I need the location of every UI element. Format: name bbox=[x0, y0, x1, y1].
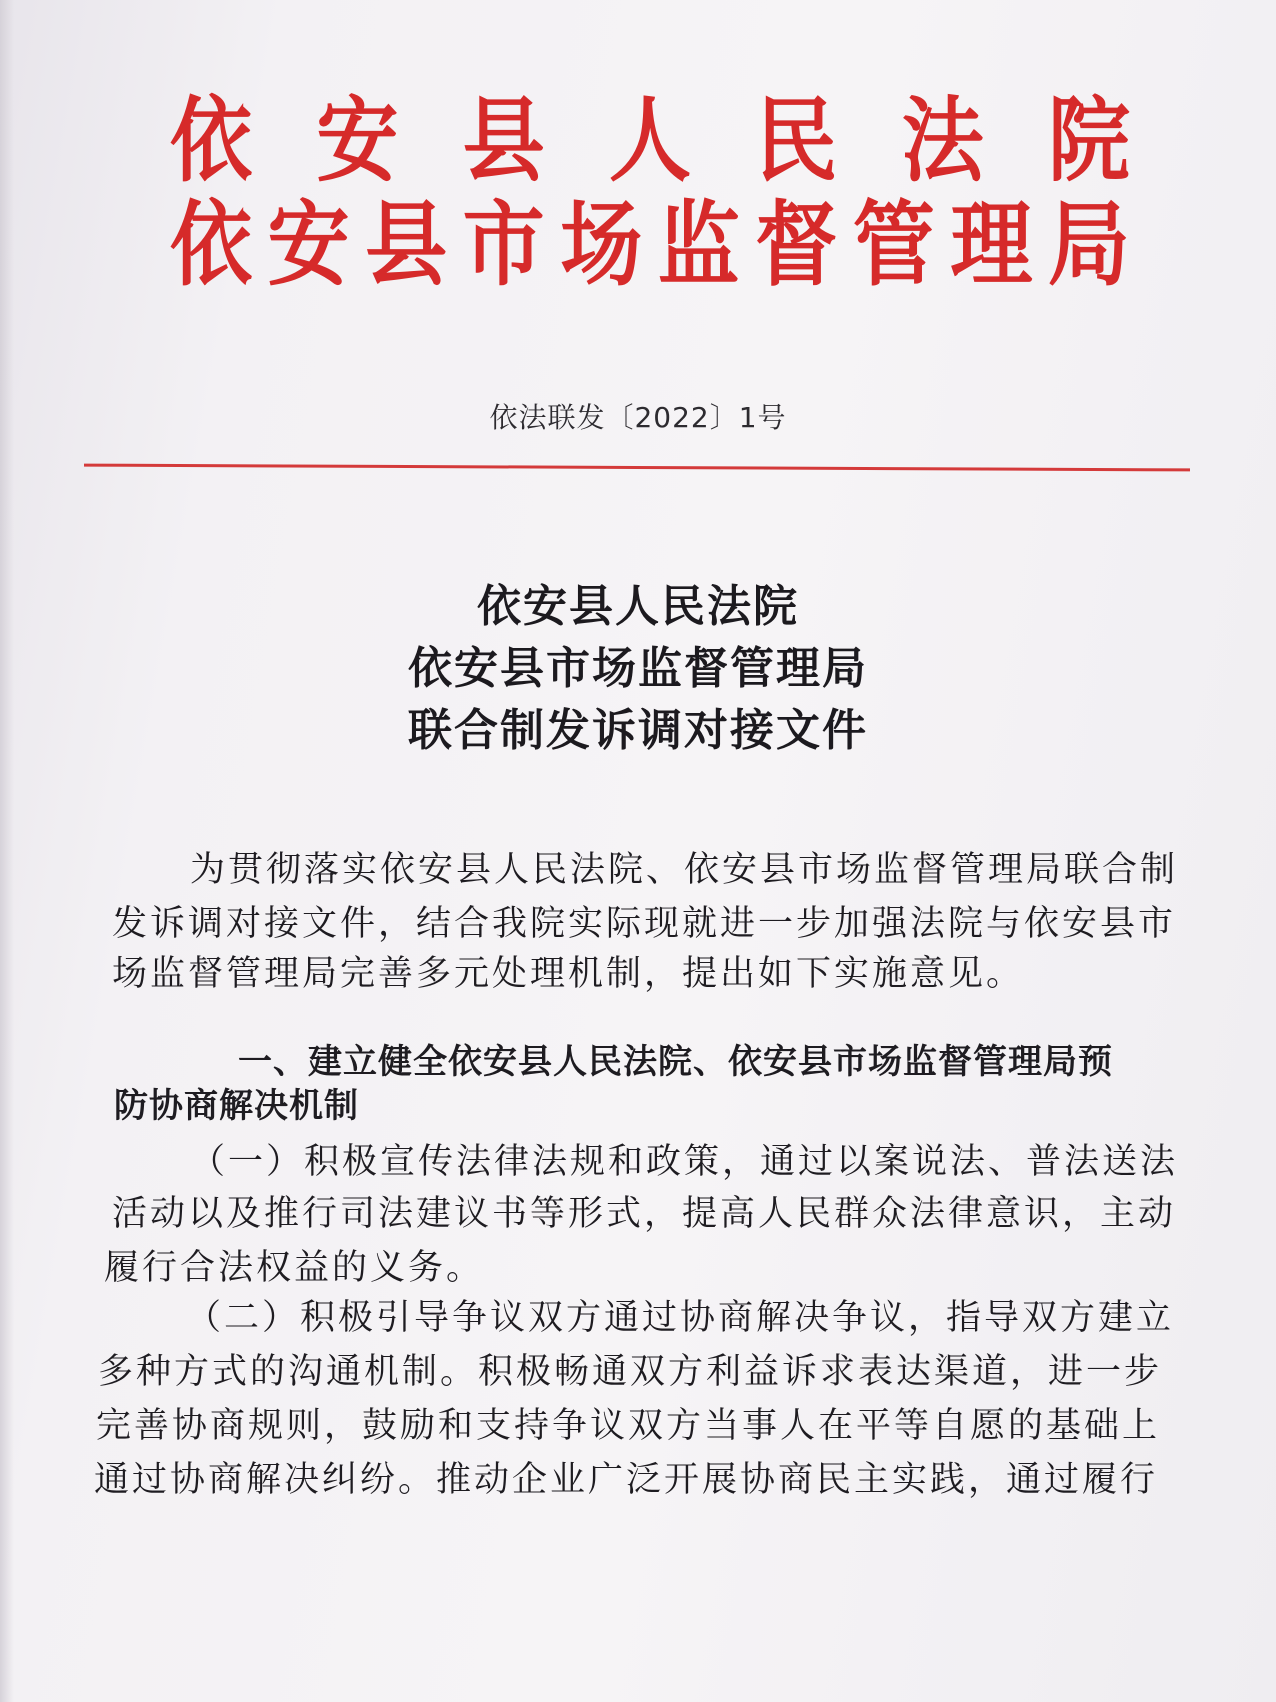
letterhead-char: 依 bbox=[170, 87, 253, 195]
letterhead-char: 民 bbox=[755, 87, 838, 195]
letterhead-char: 管 bbox=[852, 191, 935, 299]
item-2-line-4: 通过协商解决纠纷。推动企业广泛开展协商民主实践，通过履行 bbox=[94, 1460, 1159, 1500]
letterhead-char: 依 bbox=[170, 191, 253, 299]
item-1-line-2: 活动以及推行司法建议书等形式，提高人民群众法律意识，主动 bbox=[112, 1194, 1177, 1234]
letterhead-char: 安 bbox=[316, 87, 399, 195]
red-divider-rule bbox=[84, 464, 1190, 472]
item-1-line-1: （一）积极宣传法律法规和政策，通过以案说法、普法送法 bbox=[190, 1142, 1179, 1182]
intro-line-3: 场监督管理局完善多元处理机制，提出如下实施意见。 bbox=[112, 954, 1025, 994]
intro-line-1: 为贯彻落实依安县人民法院、依安县市场监督管理局联合制 bbox=[190, 850, 1179, 890]
title-line-court: 依安县人民法院 bbox=[477, 581, 799, 632]
letterhead-char: 安 bbox=[267, 191, 350, 299]
letterhead-char: 局 bbox=[1047, 191, 1130, 299]
title-line-subject: 联合制发诉调对接文件 bbox=[408, 705, 868, 756]
letterhead-char: 市 bbox=[462, 191, 545, 299]
letterhead-char: 监 bbox=[657, 191, 740, 299]
letterhead-line-bureau bbox=[170, 191, 1130, 299]
section-1-heading-line-2: 防协商解决机制 bbox=[114, 1086, 359, 1126]
item-2-line-2: 多种方式的沟通机制。积极畅通双方利益诉求表达渠道，进一步 bbox=[98, 1352, 1163, 1392]
letterhead-char: 县 bbox=[462, 87, 545, 195]
item-1-line-3: 履行合法权益的义务。 bbox=[104, 1248, 485, 1288]
letterhead-char: 督 bbox=[755, 191, 838, 299]
letterhead-char: 人 bbox=[608, 87, 691, 195]
intro-line-2: 发诉调对接文件，结合我院实际现就进一步加强法院与依安县市 bbox=[112, 904, 1177, 944]
item-2-line-3: 完善协商规则，鼓励和支持争议双方当事人在平等自愿的基础上 bbox=[96, 1406, 1161, 1446]
letterhead-char: 院 bbox=[1047, 87, 1130, 195]
title-line-bureau: 依安县市场监督管理局 bbox=[408, 643, 868, 694]
letterhead-line-court bbox=[170, 87, 1130, 195]
document-number: 依法联发〔2022〕1号 bbox=[489, 401, 787, 434]
letterhead-char: 法 bbox=[901, 87, 984, 195]
section-1-heading-line-1: 一、建立健全依安县人民法院、依安县市场监督管理局预 bbox=[238, 1042, 1113, 1082]
letterhead-char: 县 bbox=[365, 191, 448, 299]
letterhead-char: 场 bbox=[560, 191, 643, 299]
item-2-line-1: （二）积极引导争议双方通过协商解决争议，指导双方建立 bbox=[186, 1298, 1175, 1338]
letterhead-char: 理 bbox=[950, 191, 1033, 299]
